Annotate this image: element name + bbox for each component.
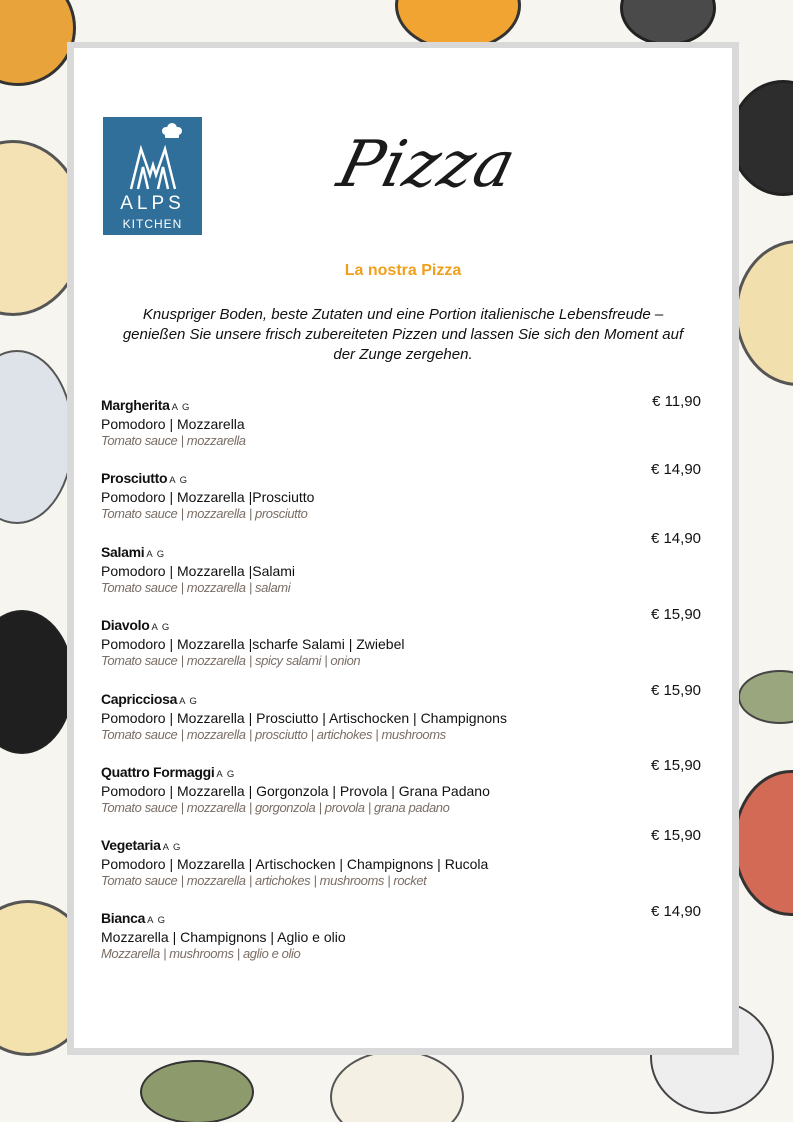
menu-title: Pizza [330,128,524,202]
menu-item-quattro-formaggi [101,764,701,815]
menu-item-prosciutto [101,470,701,521]
menu-item-name: Capricciosa [101,691,178,707]
menu-item-name: Salami [101,544,145,560]
menu-item-description: Pomodoro | Mozzarella [101,416,245,432]
menu-item-price: € 15,90 [650,606,701,623]
menu-item-translation: Tomato sauce | mozzarella | prosciutto | artichokes | mushrooms [101,727,446,742]
menu-item-price: € 15,90 [650,827,701,844]
menu-item-translation: Mozzarella | mushrooms | aglio e olio [101,946,301,961]
menu-item-name: Bianca [101,910,146,926]
allergen-codes: A G [179,696,198,707]
basil-leaf-illustration [738,670,793,724]
menu-item-description: Pomodoro | Mozzarella |Salami [101,563,296,579]
olive-illustration-2 [730,80,793,196]
garlic-illustration [330,1050,464,1122]
menu-item-name: Margherita [101,397,170,413]
menu-item-diavolo [101,617,701,668]
menu-item-name: Diavolo [101,617,150,633]
allergen-codes: A G [151,622,171,633]
menu-item-price: € 15,90 [650,757,701,774]
menu-item-capricciosa [101,691,701,742]
olive-illustration [620,0,716,46]
allergen-codes: A G [162,842,182,853]
cheese-illustration-2 [735,240,793,386]
allergen-codes: A G [169,475,189,486]
allergen-codes: A G [216,769,236,780]
olive-illustration-3 [0,610,74,754]
menu-item-price: € 14,90 [650,530,701,547]
menu-item-price: € 11,90 [652,393,701,410]
menu-item-margherita [101,397,701,448]
alps-kitchen-logo [103,117,202,235]
menu-item-vegetaria [101,837,701,888]
gorgonzola-illustration [0,350,74,524]
menu-item-price: € 15,90 [650,682,701,699]
menu-item-description: Pomodoro | Mozzarella | Artischocken | Champignons | Rucola [101,856,489,872]
menu-item-description: Pomodoro | Mozzarella | Prosciutto | Artischocken | Champignons [101,710,507,726]
menu-item-translation: Tomato sauce | mozzarella [101,433,246,448]
menu-item-bianca [101,910,701,961]
menu-item-description: Pomodoro | Mozzarella | Gorgonzola | Provola | Grana Padano [101,783,490,799]
allergen-codes: A G [147,915,166,926]
menu-subtitle: La nostra Pizza [344,262,462,279]
menu-item-translation: Tomato sauce | mozzarella | spicy salami | onion [101,653,361,668]
menu-item-translation: Tomato sauce | mozzarella | prosciutto [101,506,308,521]
logo-brand-name: ALPS [120,193,185,214]
allergen-codes: A G [171,402,191,413]
menu-item-translation: Tomato sauce | mozzarella | artichokes | mushrooms | rocket [101,873,427,888]
menu-intro: Knuspriger Boden, beste Zutaten und eine Portion italienische Lebensfreude – genießen Sie unsere frisch zubereiteten Pizzen und lassen Sie sich den Moment auf der Zunge zergehen. [122,306,684,363]
salami-illustration [733,770,793,916]
menu-item-description: Pomodoro | Mozzarella |Prosciutto [101,489,315,505]
menu-item-price: € 14,90 [650,903,701,920]
menu-item-description: Mozzarella | Champignons | Aglio e olio [101,929,346,945]
basil-leaf-illustration-2 [140,1060,254,1122]
menu-item-name: Vegetaria [101,837,161,853]
menu-item-translation: Tomato sauce | mozzarella | salami [101,580,291,595]
menu-item-translation: Tomato sauce | mozzarella | gorgonzola | provola | grana padano [101,800,450,815]
allergen-codes: A G [146,549,166,560]
menu-item-description: Pomodoro | Mozzarella |scharfe Salami | Zwiebel [101,636,405,652]
menu-item-price: € 14,90 [650,461,701,478]
logo-brand-sub: KITCHEN [122,217,183,231]
menu-item-name: Quattro Formaggi [101,764,215,780]
menu-item-salami [101,544,701,595]
menu-item-name: Prosciutto [101,470,168,486]
tomato-illustration [0,0,76,86]
